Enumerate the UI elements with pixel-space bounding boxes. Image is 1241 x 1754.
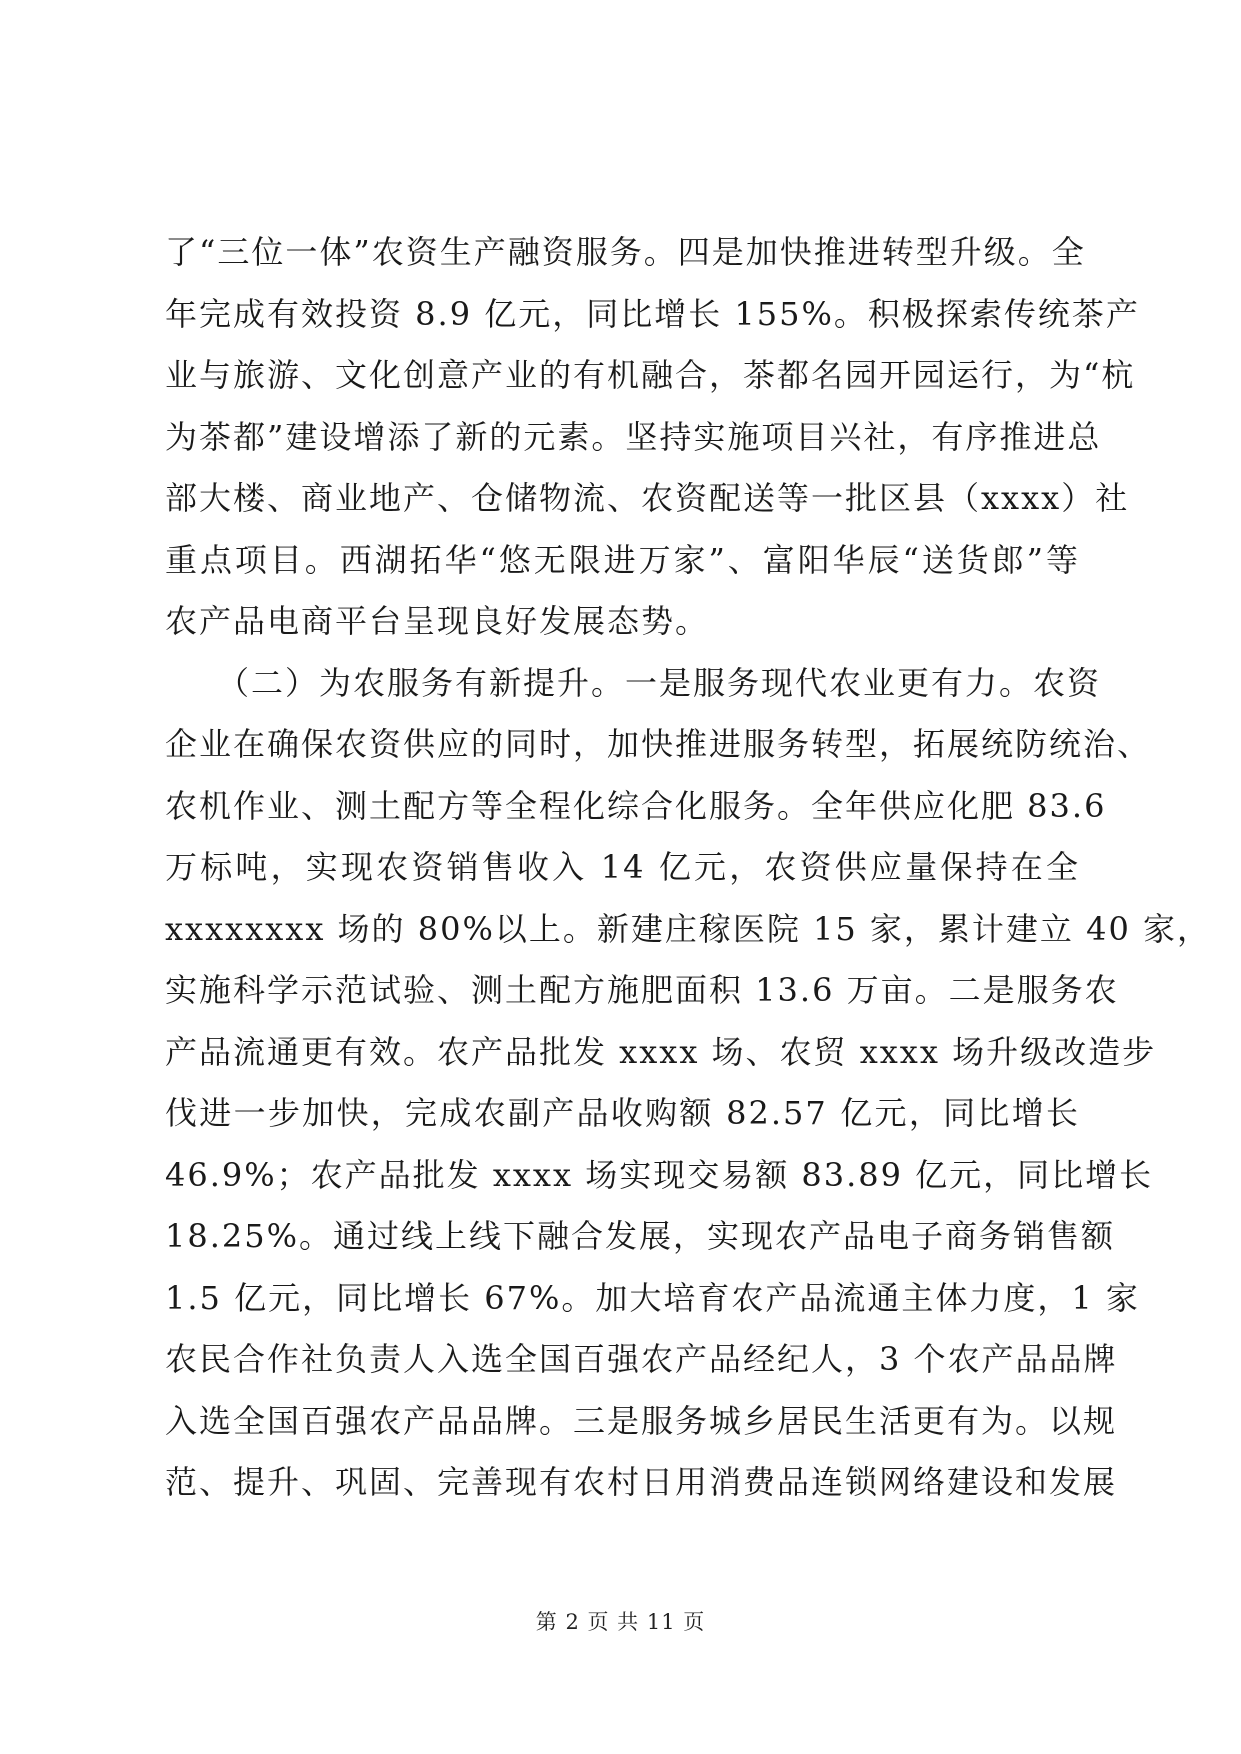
text-line: 入选全国百强农产品品牌。三是服务城乡居民生活更有为。以规 (165, 1401, 1118, 1440)
text-line: 农机作业、测土配方等全程化综合化服务。全年供应化肥 83.6 (165, 786, 1107, 825)
text-line: 业与旅游、文化创意产业的有机融合，茶都名园开园运行，为“杭 (165, 356, 1136, 394)
text-line: （二）为农服务有新提升。一是服务现代农业更有力。农资 (165, 663, 1102, 702)
text-line: 产品流通更有效。农产品批发 xxxx 场、农贸 xxxx 场升级改造步 (165, 1032, 1157, 1071)
text-line: 万标吨，实现农资销售收入 14 亿元，农资供应量保持在全 (165, 848, 1080, 886)
text-line: 重点项目。西湖拓华“悠无限进万家”、富阳华辰“送货郎”等 (165, 540, 1080, 579)
text-line: 了“三位一体”农资生产融资服务。四是加快推进转型升级。全 (165, 233, 1086, 271)
text-line: 为茶都”建设增添了新的元素。坚持实施项目兴社，有序推进总 (165, 417, 1102, 456)
text-line: 农民合作社负责人入选全国百强农产品经纪人，3 个农产品品牌 (165, 1340, 1118, 1378)
text-line: xxxxxxxx 场的 80%以上。新建庄稼医院 15 家，累计建立 40 家， (165, 909, 1211, 948)
text-line: 范、提升、巩固、完善现有农村日用消费品连锁网络建设和发展 (165, 1463, 1118, 1501)
text-line: 部大楼、商业地产、仓储物流、农资配送等一批区县（xxxx）社 (165, 479, 1130, 517)
text-line: 18.25%。通过线上线下融合发展，实现农产品电子商务销售额 (165, 1217, 1116, 1255)
body-text (165, 232, 1211, 1524)
text-line: 年完成有效投资 8.9 亿元，同比增长 155%。积极探索传统茶产 (165, 294, 1140, 333)
page-number-footer: 第 2 页 共 11 页 (535, 1610, 706, 1634)
text-line: 企业在确保农资供应的同时，加快推进服务转型，拓展统防统治、 (165, 725, 1152, 763)
text-line: 实施科学示范试验、测土配方施肥面积 13.6 万亩。二是服务农 (165, 971, 1119, 1009)
text-line: 1.5 亿元，同比增长 67%。加大培育农产品流通主体力度，1 家 (165, 1278, 1140, 1317)
text-line: 伐进一步加快，完成农副产品收购额 82.57 亿元，同比增长 (165, 1094, 1080, 1132)
text-line: 46.9%；农产品批发 xxxx 场实现交易额 83.89 亿元，同比增长 (165, 1155, 1154, 1194)
text-line: 农产品电商平台呈现良好发展态势。 (165, 602, 710, 640)
